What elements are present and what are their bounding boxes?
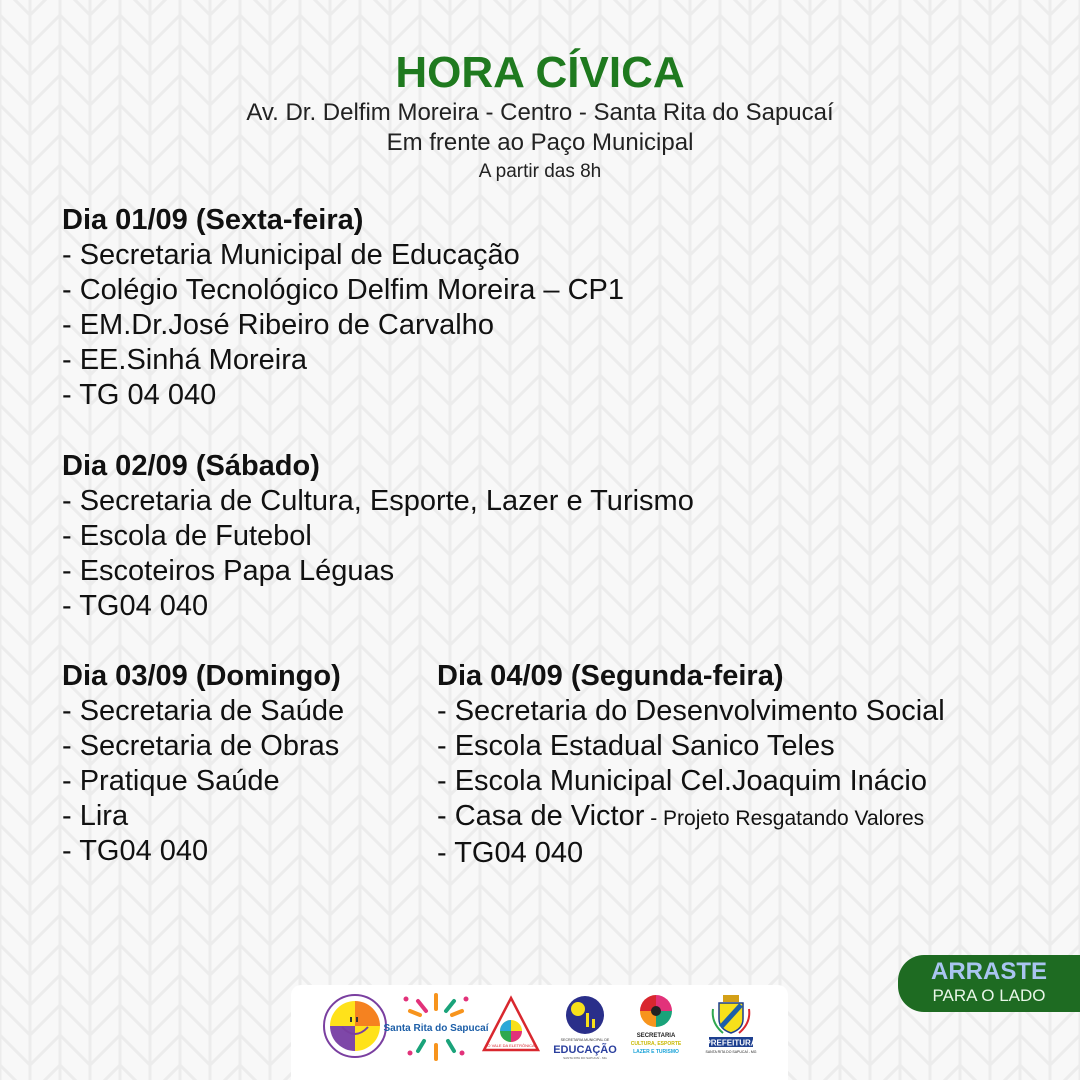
list-item: - Pratique Saúde <box>62 765 280 797</box>
secretaria-cultura-logo <box>631 993 681 1065</box>
svg-text:PREFEITURA: PREFEITURA <box>705 1038 757 1048</box>
svg-text:SANTA RITA DO SAPUCAÍ - MG: SANTA RITA DO SAPUCAÍ - MG <box>705 1050 757 1054</box>
svg-text:SANTA RITA DO SAPUCAÍ - MG: SANTA RITA DO SAPUCAÍ - MG <box>563 1056 607 1060</box>
list-item: - TG04 040 <box>437 837 584 869</box>
cidade-criativa-logo <box>322 993 388 1059</box>
swipe-badge[interactable] <box>898 955 1080 1012</box>
list-item: - TG 04 040 <box>62 379 217 411</box>
list-item-note: - Projeto Resgatando Valores <box>644 807 925 830</box>
list-item: - Escoteiros Papa Léguas <box>62 555 395 587</box>
secretaria-educacao-logo <box>549 993 621 1068</box>
list-item <box>437 799 945 836</box>
day-block-03-09 <box>62 659 344 869</box>
list-item: - Escola de Futebol <box>62 520 312 552</box>
day-heading: Dia 03/09 (Domingo) <box>62 660 341 692</box>
day-block-04-09 <box>437 659 945 871</box>
list-item: - Escola Municipal Cel.Joaquim Inácio <box>437 765 927 797</box>
badge-line-1: ARRASTE <box>930 958 1047 985</box>
page-title: HORA CÍVICA <box>395 48 685 97</box>
list-item: - Secretaria de Cultura, Esporte, Lazer e Turismo <box>62 485 694 517</box>
day-block-01-09 <box>62 203 624 413</box>
svg-text:EDUCAÇÃO: EDUCAÇÃO <box>553 1044 617 1056</box>
list-item: - Escola Estadual Sanico Teles <box>437 730 835 762</box>
svg-text:O VALE DA ELETRÔNICA: O VALE DA ELETRÔNICA <box>487 1043 535 1048</box>
svg-text:SECRETARIA: SECRETARIA <box>636 1033 676 1039</box>
list-item: - Colégio Tecnológico Delfim Moreira – CP1 <box>62 274 624 306</box>
vale-da-eletronica-logo <box>481 995 541 1055</box>
svg-text:SECRETARIA MUNICIPAL DE: SECRETARIA MUNICIPAL DE <box>560 1038 610 1042</box>
list-item: - EE.Sinhá Moreira <box>62 344 307 376</box>
list-item: - Secretaria de Saúde <box>62 695 345 727</box>
list-item: - Secretaria de Obras <box>62 730 340 762</box>
list-item: - TG04 040 <box>62 590 209 622</box>
list-item: - Secretaria do Desenvolvimento Social <box>437 695 945 727</box>
day-heading: Dia 04/09 (Segunda-feira) <box>437 660 784 692</box>
list-item: - EM.Dr.José Ribeiro de Carvalho <box>62 309 494 341</box>
day-heading: Dia 01/09 (Sexta-feira) <box>62 204 364 236</box>
day-heading: Dia 02/09 (Sábado) <box>62 450 320 482</box>
list-item: - Secretaria Municipal de Educação <box>62 239 520 271</box>
logos-panel <box>291 985 788 1080</box>
day-block-02-09 <box>62 449 694 624</box>
time-text: A partir das 8h <box>478 161 602 182</box>
location-text: Em frente ao Paço Municipal <box>386 129 694 156</box>
badge-line-2: PARA O LADO <box>932 986 1046 1005</box>
list-item: - TG04 040 <box>62 835 209 867</box>
svg-text:LAZER E TURISMO: LAZER E TURISMO <box>633 1049 679 1055</box>
svg-text:CULTURA, ESPORTE: CULTURA, ESPORTE <box>630 1041 682 1047</box>
santa-rita-do-sapucai-logo <box>383 993 489 1063</box>
list-item-text: - Casa de Victor <box>437 800 645 832</box>
address-text: Av. Dr. Delfim Moreira - Centro - Santa Rita do Sapucaí <box>246 99 834 126</box>
svg-text:Santa Rita do Sapucaí: Santa Rita do Sapucaí <box>383 1023 489 1034</box>
prefeitura-logo <box>703 993 759 1059</box>
list-item: - Lira <box>62 800 129 832</box>
